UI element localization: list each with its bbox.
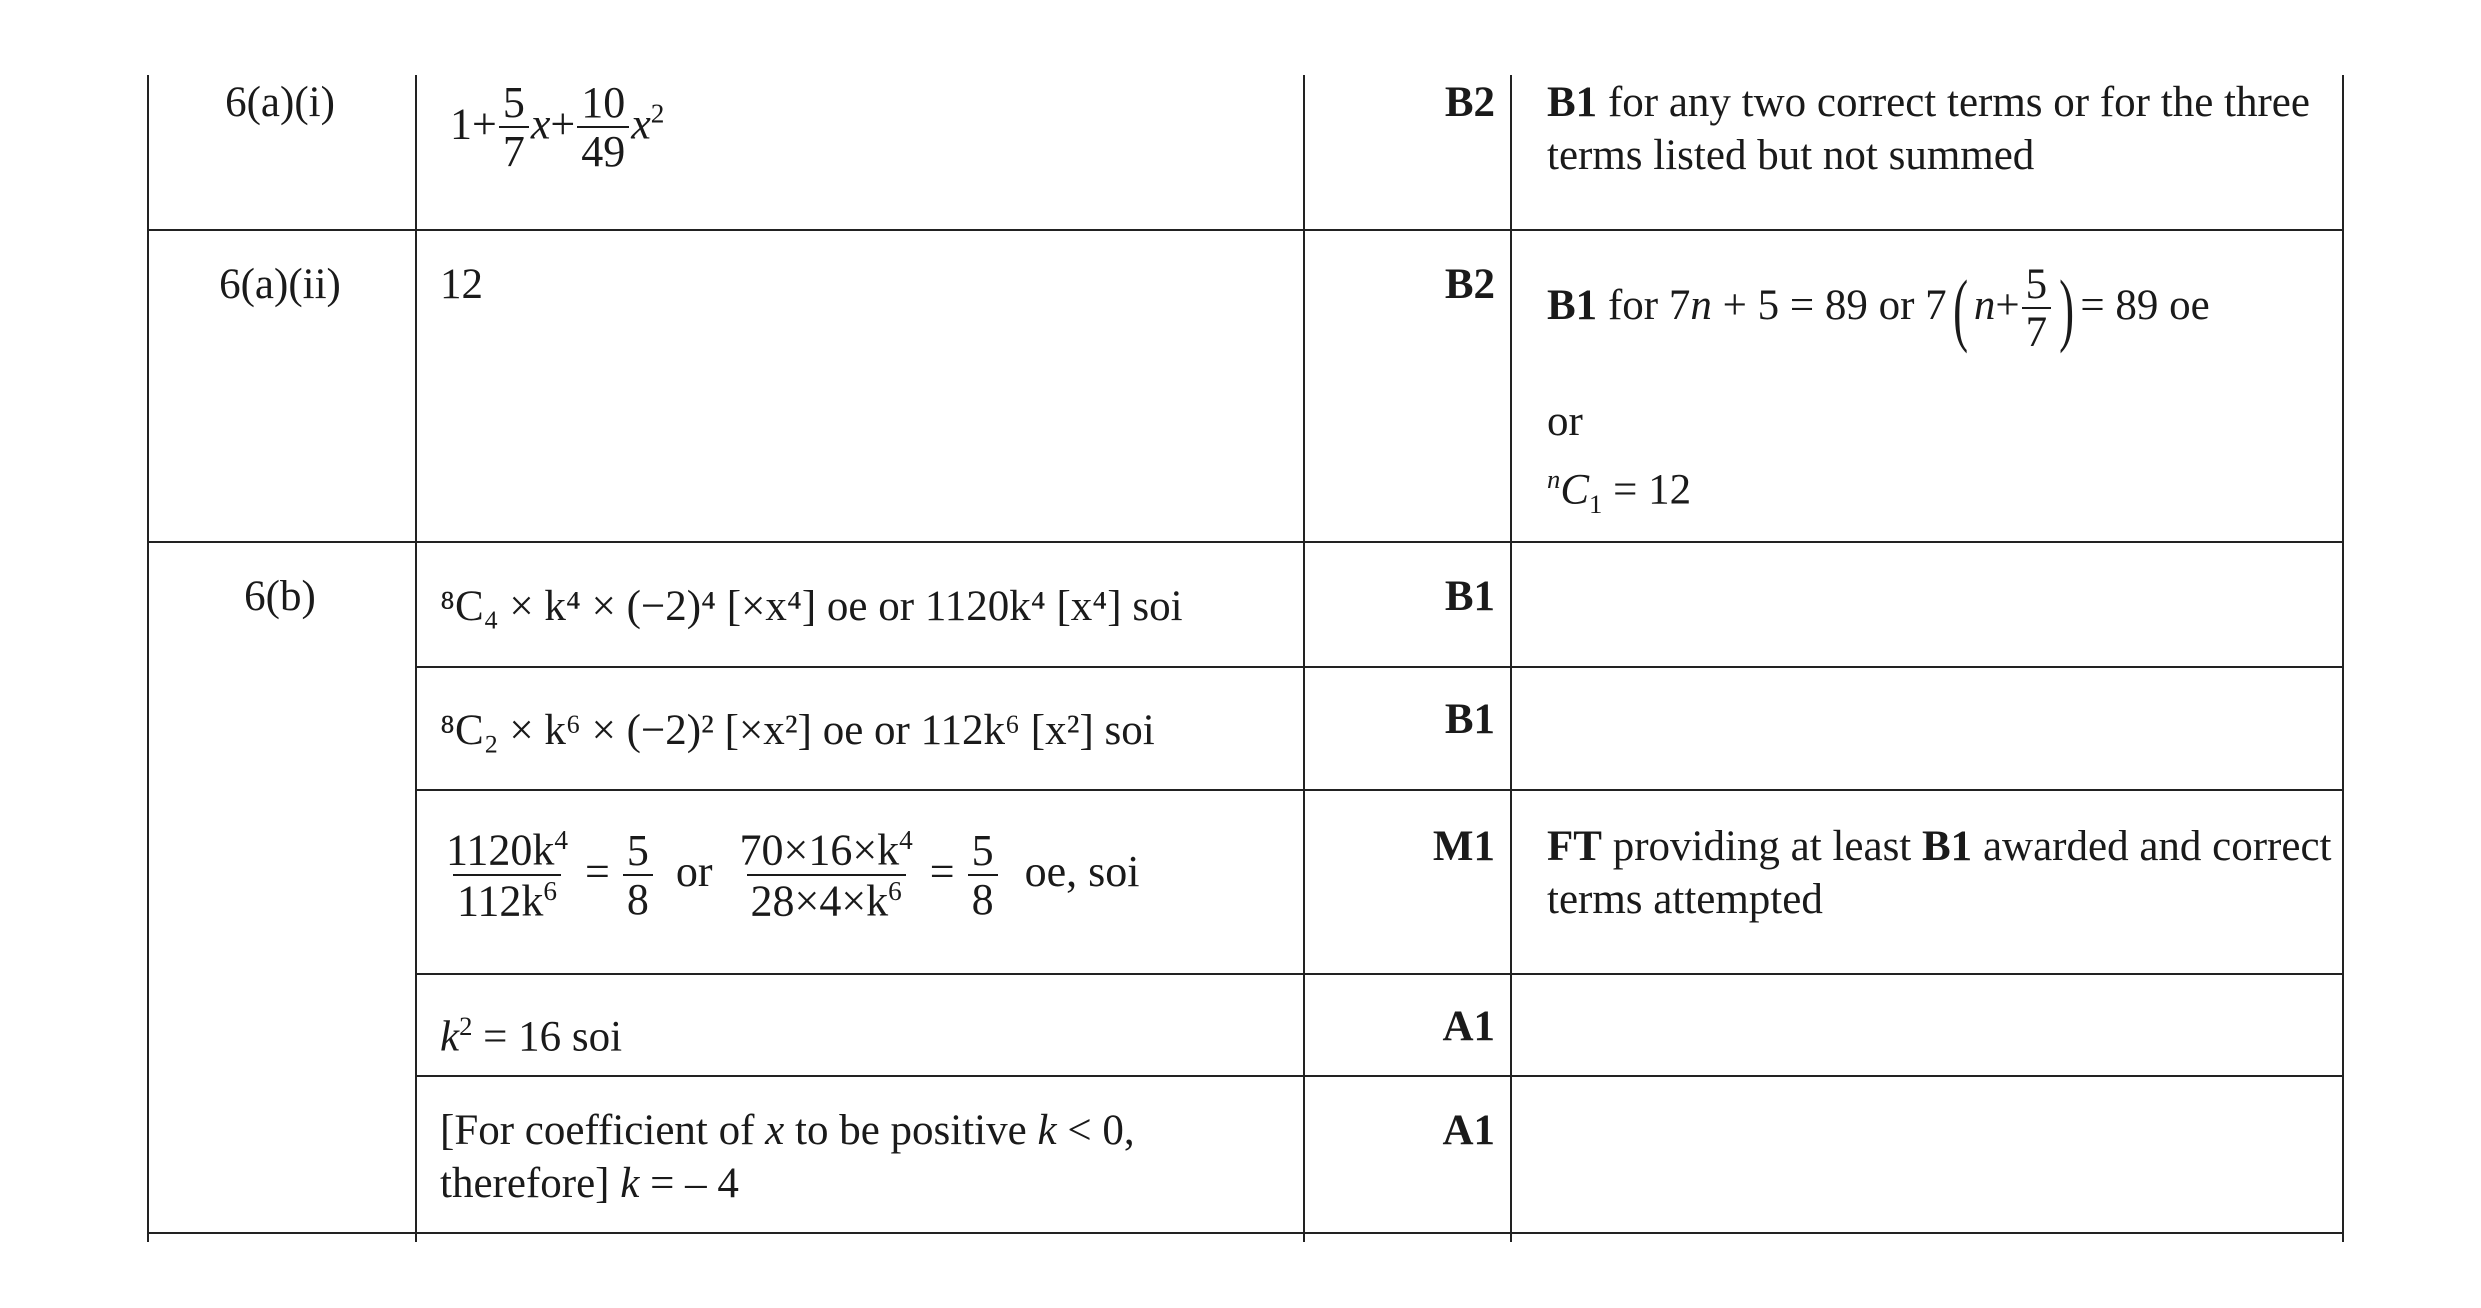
answer-note: oe, soi — [1024, 847, 1140, 897]
guidance-text-part: = 12 — [1602, 466, 1692, 514]
fraction-ratio-a — [442, 826, 572, 926]
table-border-bottom — [147, 1232, 2344, 1234]
fraction-denominator: 7 — [2022, 307, 2052, 356]
mark-code: B1 — [1922, 823, 1973, 870]
fraction-five-sevenths — [499, 80, 529, 177]
answer-text-part: therefore] — [440, 1160, 621, 1207]
marks-b2: B2 — [1444, 261, 1495, 308]
guidance-text — [1547, 76, 2367, 182]
row-divider — [415, 1075, 2344, 1077]
guidance-text-part: for 7 — [1597, 282, 1691, 330]
answer-value: 12 — [440, 261, 483, 308]
exponent: 6 — [543, 875, 558, 906]
exponent: 6 — [888, 875, 902, 906]
guidance-text-part: + 5 = 89 or 7 — [1711, 282, 1947, 330]
variable-x: x — [530, 99, 551, 149]
guidance-or: or — [1547, 398, 1583, 445]
plus-sign: + — [472, 99, 497, 149]
answer-step-5 — [440, 1104, 1260, 1210]
column-divider-answer — [415, 75, 417, 1242]
fraction-denominator: 49 — [577, 126, 629, 176]
mark-code: B1 — [1547, 79, 1598, 126]
question-number: 6(a)(i) — [225, 79, 335, 126]
answer-expansion — [450, 80, 664, 177]
variable-x: x — [631, 99, 651, 149]
answer-step-4 — [440, 1000, 622, 1063]
or-word: or — [675, 847, 713, 897]
fraction-numerator: 5 — [971, 825, 994, 875]
mark-code: B1 — [1547, 282, 1598, 330]
exponent: 2 — [459, 1011, 473, 1041]
plus-sign: + — [550, 99, 576, 149]
fraction-five-sevenths — [2022, 262, 2052, 356]
answer-text-part: < 0, — [1056, 1107, 1135, 1154]
answer-text-part: = – 4 — [639, 1160, 739, 1207]
answer-text-part: = 16 soi — [472, 1013, 623, 1061]
fraction-numerator: 5 — [502, 78, 525, 127]
answer-text-part: [For coefficient of — [440, 1107, 766, 1154]
subscript-one: 1 — [1589, 488, 1603, 519]
column-divider-guidance — [1510, 75, 1512, 1242]
marks-a1: A1 — [1442, 1003, 1495, 1050]
marks-a1: A1 — [1442, 1107, 1495, 1154]
guidance-text-part: awarded and correct terms attempted — [1547, 823, 2332, 923]
variable-n: n — [1690, 282, 1712, 330]
question-number: 6(a)(ii) — [219, 261, 341, 308]
mark-code: FT — [1547, 823, 1602, 870]
variable-k: k — [620, 1160, 640, 1207]
answer-text-part: to be positive — [784, 1107, 1038, 1154]
right-parenthesis: ) — [2059, 263, 2075, 355]
exponent: 2 — [650, 98, 665, 129]
variable-n: n — [1973, 282, 1996, 330]
exponent: 4 — [554, 825, 569, 855]
fraction-denominator: 8 — [968, 874, 998, 924]
guidance-text-part: providing at least — [1601, 823, 1922, 870]
fraction-denominator: 28×4×k — [750, 876, 889, 926]
guidance-text-part: = 89 oe — [2080, 282, 2210, 330]
column-divider-marks — [1303, 75, 1305, 1242]
term-one: 1 — [450, 99, 472, 149]
question-number: 6(b) — [244, 573, 316, 620]
marks-m1: M1 — [1432, 823, 1495, 870]
combination-c: C — [1560, 466, 1590, 514]
fraction-five-eighths — [623, 825, 653, 925]
answer-step-3 — [440, 826, 1140, 926]
fraction-ratio-b — [736, 826, 917, 926]
left-parenthesis: ( — [1952, 263, 1968, 355]
equals-sign: = — [585, 847, 610, 897]
fraction-numerator: 5 — [626, 825, 649, 875]
answer-step-1: ⁸C₄ × k⁴ × (−2)⁴ [×x⁴] oe or 1120k⁴ [x⁴] soi — [440, 583, 1183, 630]
fraction-numerator: 5 — [2025, 261, 2048, 308]
variable-k: k — [440, 1013, 460, 1061]
fraction-five-eighths — [968, 825, 998, 925]
exponent: 4 — [899, 825, 913, 855]
marks-b1: B1 — [1444, 696, 1495, 743]
fraction-ten-fortyninths — [577, 80, 629, 177]
row-divider — [147, 541, 2344, 543]
row-divider — [415, 973, 2344, 975]
variable-x: x — [765, 1107, 785, 1154]
guidance-sentence: for any two correct terms or for the three terms listed but not summed — [1547, 79, 2310, 179]
table-border-left — [147, 75, 149, 1242]
guidance-text — [1547, 262, 2367, 356]
fraction-numerator: 1120k — [446, 825, 555, 875]
row-divider — [147, 229, 2344, 231]
table-border-right — [2342, 75, 2344, 1242]
fraction-denominator: 7 — [499, 126, 529, 176]
fraction-numerator: 70×16×k — [739, 825, 900, 875]
superscript-n: n — [1547, 464, 1561, 494]
marks-b2: B2 — [1444, 79, 1495, 126]
variable-k: k — [1037, 1107, 1057, 1154]
guidance-text — [1547, 820, 2367, 926]
answer-step-2: ⁸C₂ × k⁶ × (−2)² [×x²] oe or 112k⁶ [x²] soi — [440, 707, 1155, 754]
fraction-denominator: 8 — [623, 874, 653, 924]
marks-b1: B1 — [1444, 573, 1495, 620]
fraction-denominator: 112k — [457, 876, 544, 926]
plus-sign: + — [1995, 282, 2020, 330]
equals-sign: = — [929, 847, 955, 897]
row-divider — [415, 789, 2344, 791]
row-divider — [415, 666, 2344, 668]
fraction-numerator: 10 — [581, 78, 626, 127]
answer-line-2 — [440, 1157, 1260, 1210]
answer-line-1 — [440, 1104, 1260, 1157]
guidance-binomial — [1547, 453, 2367, 531]
